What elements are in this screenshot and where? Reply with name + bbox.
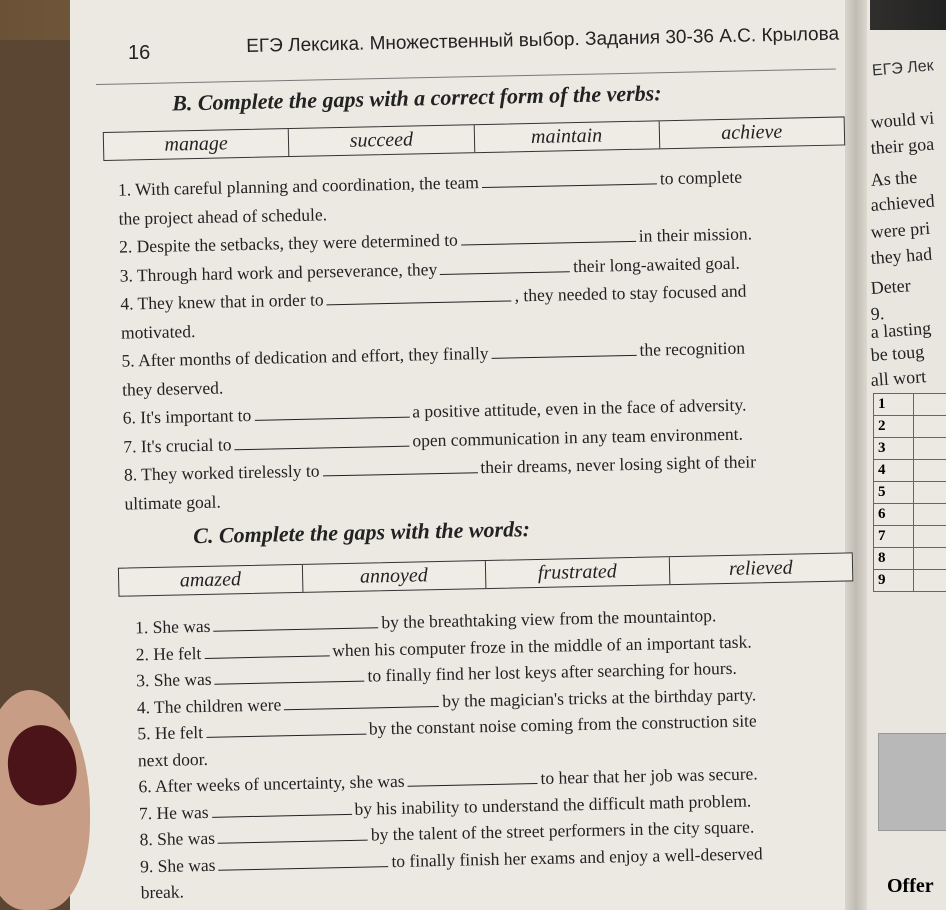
section-b-text: open communication in any team environment. — [412, 423, 744, 451]
answer-blank[interactable] — [235, 444, 410, 450]
section-b-word-2: succeed — [289, 125, 475, 156]
section-c-text: 5. He felt — [137, 722, 204, 744]
right-page-line: Deter — [870, 275, 912, 298]
section-c-text: to finally find her lost keys after searching for hours. — [367, 657, 738, 686]
answer-blank[interactable] — [323, 471, 478, 476]
answer-input-cell[interactable] — [914, 570, 946, 592]
section-b-text: ultimate goal. — [124, 491, 221, 514]
section-b-line-12 — [124, 491, 221, 514]
section-c-text: by the breathtaking view from the mountaintop. — [381, 605, 717, 633]
section-c-text: break. — [140, 881, 185, 903]
answer-number-cell: 9 — [874, 570, 914, 592]
section-b-text: , they needed to stay focused and — [514, 280, 747, 306]
section-b-text: their long-awaited goal. — [572, 252, 741, 276]
answer-blank[interactable] — [206, 733, 366, 738]
gray-image-box — [878, 733, 946, 831]
section-c-title: C. Complete the gaps with the words: — [192, 516, 531, 549]
right-page-footer: Offer — [887, 875, 934, 897]
section-c-text: 8. She was — [139, 827, 216, 850]
section-b-line-3 — [119, 223, 752, 257]
section-b-word-box — [103, 116, 845, 161]
section-b-text: a positive attitude, even in the face of adversity. — [412, 394, 747, 422]
section-c-text: next door. — [137, 748, 209, 770]
section-b-text: the project ahead of schedule. — [118, 203, 328, 229]
section-b-text: the recognition — [639, 337, 746, 360]
section-b-text: 2. Despite the setbacks, they were determined to — [118, 229, 459, 257]
section-c-text: when his computer froze in the middle of an important task. — [332, 630, 752, 660]
answer-number-cell: 7 — [874, 526, 914, 548]
answer-blank[interactable] — [327, 299, 512, 305]
answer-input-cell[interactable] — [914, 504, 946, 526]
answer-input-cell[interactable] — [914, 460, 946, 482]
answer-input-cell[interactable] — [914, 526, 946, 548]
section-b-word-4: achieve — [721, 120, 783, 145]
section-c-text: 4. The children were — [136, 693, 282, 717]
right-page-line: be toug — [870, 341, 925, 365]
right-page-line: all wort — [870, 366, 927, 390]
section-c-text: by the magician's tricks at the birthday party. — [442, 683, 757, 711]
section-b-line-6 — [121, 321, 196, 344]
section-c-text: 7. He was — [138, 801, 209, 823]
section-c-text: by the talent of the street performers in the city square. — [370, 816, 755, 845]
section-c-text: 9. She was — [139, 854, 216, 876]
section-b-text: they deserved. — [121, 377, 224, 400]
section-b-text: to complete — [659, 166, 743, 189]
answer-blank[interactable] — [482, 182, 657, 188]
answer-blank[interactable] — [215, 680, 365, 685]
section-b-line-9 — [123, 395, 747, 429]
left-page-content — [100, 0, 879, 910]
section-b-line-7 — [121, 338, 745, 372]
section-b-text: 4. They knew that in order to — [120, 289, 324, 314]
answer-input-cell[interactable] — [914, 548, 946, 570]
section-c-word-2: annoyed — [302, 561, 486, 592]
answer-input-cell[interactable] — [914, 438, 946, 460]
section-b-line-2 — [118, 204, 327, 229]
section-b-text: 7. It's crucial to — [123, 433, 232, 457]
section-b-text: 1. With careful planning and coordination, the team — [117, 172, 480, 200]
answer-blank[interactable] — [214, 626, 379, 631]
right-page-line: 9. — [870, 303, 885, 324]
answer-blank[interactable] — [204, 654, 329, 659]
section-b-text: 3. Through hard work and perseverance, they — [119, 258, 438, 286]
section-c-word-1: amazed — [119, 565, 303, 596]
section-b-text: motivated. — [120, 320, 196, 343]
answer-blank[interactable] — [408, 782, 538, 787]
section-b-text: in their mission. — [638, 223, 753, 246]
section-c-text: by the constant noise coming from the construction site — [368, 710, 757, 739]
section-c-line-11 — [140, 881, 184, 903]
right-page-line: were pri — [870, 217, 931, 242]
answer-blank[interactable] — [461, 240, 636, 246]
section-b-text: 8. They worked tirelessly to — [123, 460, 320, 485]
answer-number-table — [873, 393, 946, 592]
section-c-text: 3. She was — [136, 668, 212, 691]
section-c-text: to finally finish her exams and enjoy a well-deserved — [391, 842, 763, 871]
right-page-line: As the — [870, 166, 918, 190]
answer-input-cell[interactable] — [914, 394, 946, 416]
section-b-title: B. Complete the gaps with a correct form of the verbs: — [171, 80, 662, 116]
section-c-text: 1. She was — [134, 615, 211, 638]
answer-input-cell[interactable] — [914, 482, 946, 504]
section-c-word-box — [118, 552, 853, 596]
section-b-word-3: maintain — [474, 121, 660, 152]
section-c-word-3: frustrated — [486, 557, 670, 588]
right-page-line: their goa — [870, 133, 935, 158]
section-c-text: 6. After weeks of uncertainty, she was — [138, 770, 405, 797]
answer-blank[interactable] — [492, 354, 637, 359]
answer-blank[interactable] — [440, 270, 570, 275]
answer-blank[interactable] — [219, 865, 389, 871]
right-page-line: achieved — [870, 190, 936, 215]
answer-number-cell: 8 — [874, 548, 914, 570]
answer-input-cell[interactable] — [914, 416, 946, 438]
answer-blank[interactable] — [212, 812, 352, 817]
section-c-text: by his inability to understand the difficult math problem. — [354, 790, 752, 819]
right-page-line: a lasting — [870, 317, 932, 342]
page-header-title: ЕГЭ Лексика. Множественный выбор. Задания 30-36 А.С. Крылова — [246, 23, 840, 57]
answer-number-cell: 5 — [874, 482, 914, 504]
section-b-line-11 — [124, 451, 756, 485]
section-b-word-1: manage — [104, 129, 290, 160]
answer-number-cell: 6 — [874, 504, 914, 526]
section-b-text: 6. It's important to — [122, 404, 252, 428]
section-c-text: 2. He felt — [135, 642, 202, 664]
answer-blank[interactable] — [218, 839, 368, 844]
answer-blank[interactable] — [254, 416, 409, 421]
right-page-line: would vi — [870, 107, 935, 132]
answer-number-cell: 1 — [874, 394, 914, 416]
answer-number-cell: 3 — [874, 438, 914, 460]
section-b-line-1 — [118, 167, 742, 201]
answer-number-cell: 4 — [874, 460, 914, 482]
section-b-line-10 — [123, 423, 743, 457]
answer-blank[interactable] — [284, 705, 439, 710]
answer-number-cell: 2 — [874, 416, 914, 438]
section-c-text: to hear that her job was secure. — [540, 763, 758, 788]
section-b-line-5 — [120, 281, 746, 315]
right-page-header: ЕГЭ Лек — [871, 57, 935, 80]
section-c-word-4: relieved — [728, 556, 793, 580]
section-c-line-6 — [138, 748, 208, 770]
right-page-line: they had — [870, 243, 933, 268]
section-b-line-8 — [122, 377, 223, 400]
page-number: 16 — [128, 42, 151, 64]
section-b-line-4 — [120, 252, 740, 286]
section-b-text: 5. After months of dedication and effort, they finally — [121, 342, 489, 371]
section-b-text: their dreams, never losing sight of their — [480, 451, 757, 478]
